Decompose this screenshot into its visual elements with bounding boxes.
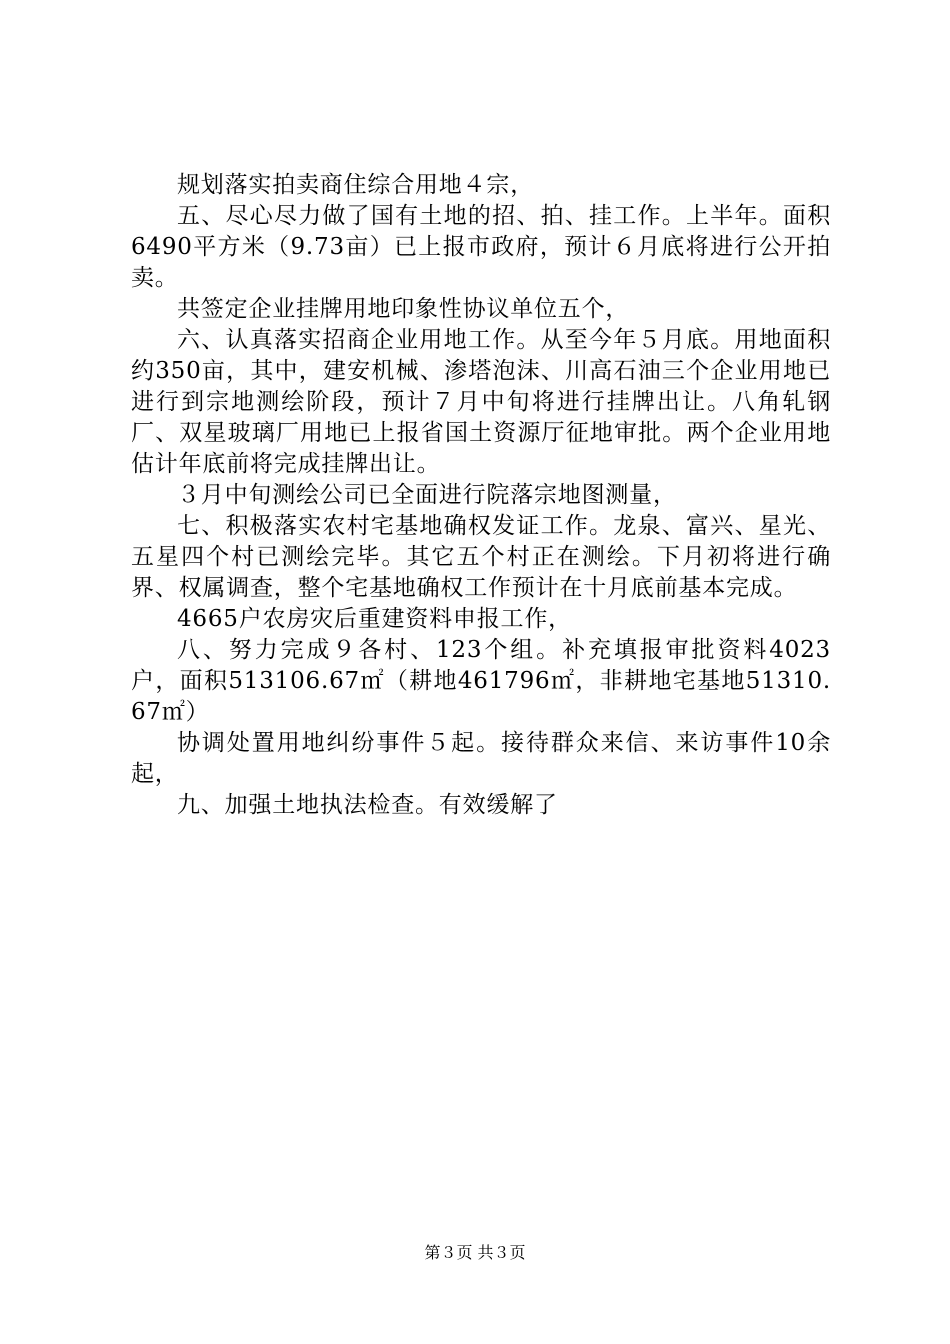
paragraph: 共签定企业挂牌用地印象性协议单位五个， xyxy=(177,296,630,322)
paragraph: 八、努力完成９各村、123个组。补充填报审批资料4023户，面积513106.67㎡（耕地461796㎡，非耕地宅基地51310.67㎡） xyxy=(131,637,831,725)
paragraph: ３月中旬测绘公司已全面进行院落宗地图测量， xyxy=(177,482,677,508)
paragraph: 规划落实拍卖商住综合用地４宗， xyxy=(177,172,534,198)
page-footer: 第３页 共３页 xyxy=(424,1243,526,1262)
paragraph: 4665户农房灾后重建资料申报工作， xyxy=(177,606,572,632)
paragraph: 协调处置用地纠纷事件５起。接待群众来信、来访事件10余起， xyxy=(131,730,831,787)
paragraph: 九、加强土地执法检查。有效缓解了 xyxy=(177,792,558,818)
paragraph: 六、认真落实招商企业用地工作。从至今年５月底。用地面积约350亩，其中，建安机械、渗塔泡沫、川高石油三个企业用地已进行到宗地测绘阶段，预计７月中旬将进行挂牌出让。八角轧钢厂、双星玻璃厂用地已上报省国土资源厅征地审批。两个企业用地估计年底前将完成挂牌出让。 xyxy=(131,327,831,477)
document-body xyxy=(131,170,831,821)
paragraph: 五、尽心尽力做了国有土地的招、拍、挂工作。上半年。面积6490平方米（9.73亩）已上报市政府，预计６月底将进行公开拍卖。 xyxy=(131,203,831,291)
paragraph: 七、积极落实农村宅基地确权发证工作。龙泉、富兴、星光、五星四个村已测绘完毕。其它五个村正在测绘。下月初将进行确界、权属调查，整个宅基地确权工作预计在十月底前基本完成。 xyxy=(131,513,831,601)
